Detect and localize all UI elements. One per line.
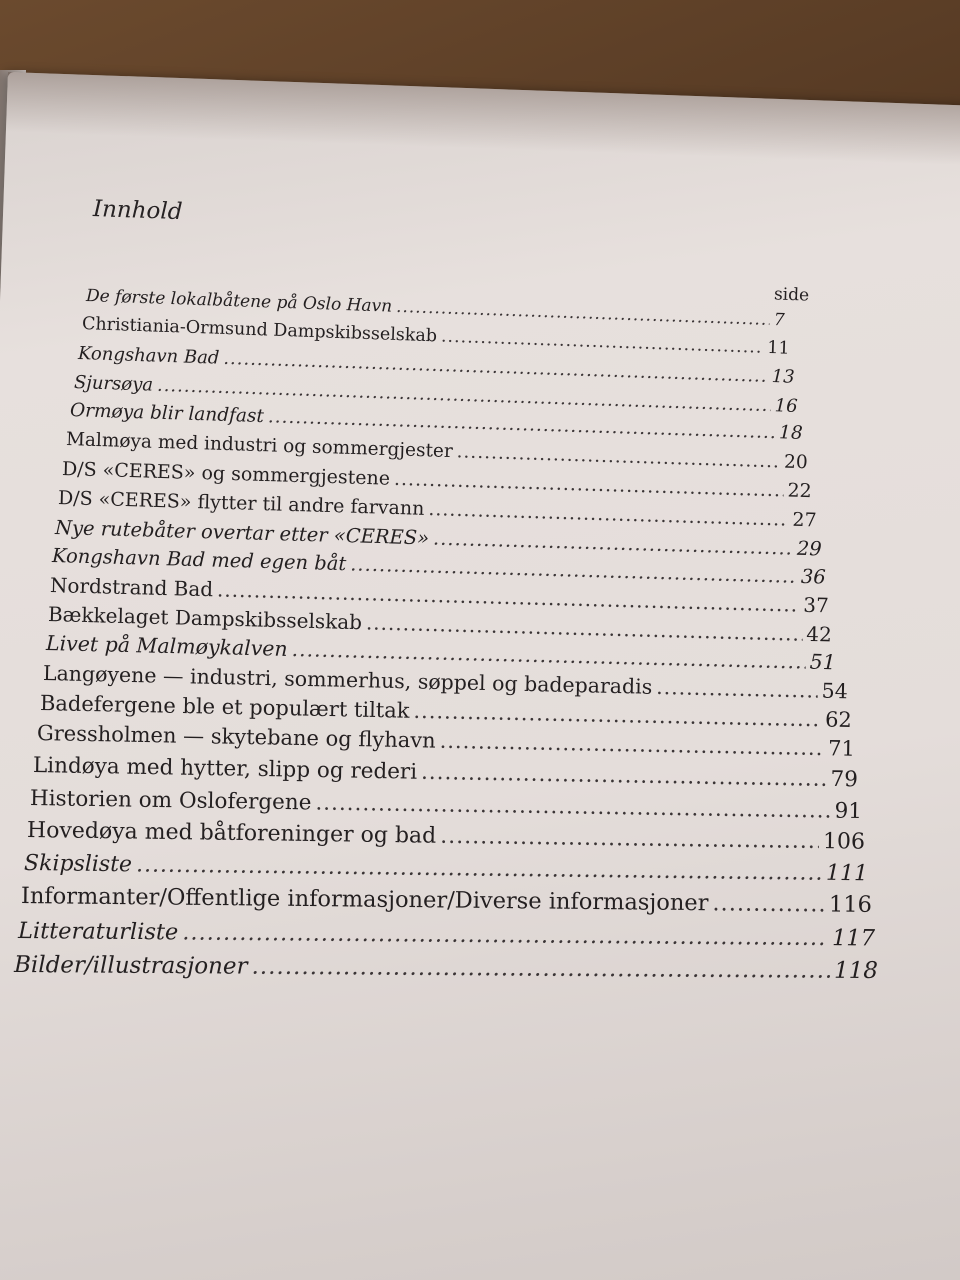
toc-entry-page: 7 <box>773 310 785 331</box>
toc-entry-page: 117 <box>831 925 876 952</box>
toc-entry-page: 16 <box>774 395 798 417</box>
toc-entry-title: Kongshavn Bad <box>77 343 220 369</box>
toc-entry-title: Skipsliste <box>23 851 133 878</box>
toc-entry-page: 20 <box>783 451 808 474</box>
toc-entry-title: Nye rutebåter overtar etter «CERES» <box>54 516 430 550</box>
toc-entry-title: Gressholmen — skytebane og flyhavn <box>36 721 436 753</box>
dot-leader <box>456 441 780 472</box>
toc-entry-page: 118 <box>833 957 879 985</box>
toc-entry-page: 116 <box>828 891 873 918</box>
dot-leader <box>421 760 827 792</box>
toc-entry-page: 111 <box>825 860 869 887</box>
dot-leader <box>182 919 828 951</box>
page-column-label: side <box>773 284 810 306</box>
dot-leader <box>396 297 770 330</box>
toc-entry-page: 37 <box>802 592 830 618</box>
toc-entry <box>27 818 865 855</box>
dot-leader <box>712 890 825 917</box>
toc-entry-page: 13 <box>771 366 795 388</box>
toc-entry-title: Christiania-Ormsund Dampskibsselskab <box>81 314 438 347</box>
toc-entry-title: Kongshavn Bad med egen båt <box>51 544 347 576</box>
toc-entry <box>24 851 868 886</box>
toc-entry <box>18 918 875 951</box>
toc-entry <box>30 786 862 824</box>
dot-leader <box>656 675 818 703</box>
toc-entry-title: Malmøya med industri og sommergjester <box>65 429 454 463</box>
toc-entry-title: Nordstrand Bad <box>49 573 214 602</box>
toc-entry-title: Historien om Oslofergene <box>29 786 312 816</box>
toc-entry-title: Bilder/illustrasjoner <box>13 952 248 980</box>
dot-leader <box>394 468 784 502</box>
toc-entry <box>21 883 872 918</box>
toc-entry-title: Hovedøya med båtforeninger og bad <box>26 818 437 849</box>
toc-entry-page: 22 <box>787 479 812 503</box>
dot-leader <box>440 824 819 854</box>
toc-entry-title: Bækkelaget Dampskibsselskab <box>47 602 363 635</box>
toc-entry-title: Litteraturliste <box>17 918 179 946</box>
toc-entry-page: 29 <box>796 536 823 561</box>
toc-entry-page: 51 <box>809 649 837 675</box>
toc-entry-page: 54 <box>821 678 849 704</box>
toc-entry-title: Informanter/Offentlige informasjoner/Diverse informasjoner <box>20 883 709 917</box>
toc-entry-page: 27 <box>792 508 817 532</box>
toc-entry-page: 71 <box>827 736 856 761</box>
toc-entry-page: 36 <box>800 564 827 589</box>
toc-entry-title: De første lokalbåtene på Oslo Havn <box>85 286 393 317</box>
dot-leader <box>428 498 789 531</box>
toc-entry-title: Ormøya blir landfast <box>69 400 265 428</box>
dot-leader <box>441 327 764 358</box>
dot-leader <box>439 729 824 760</box>
dot-leader <box>413 699 821 732</box>
toc-entry-title: Badefergene ble et populært tiltak <box>39 691 410 723</box>
toc-entry-page: 62 <box>824 707 853 733</box>
toc-entry-page: 106 <box>822 829 866 855</box>
page-title: Innhold <box>92 196 183 226</box>
dot-leader <box>433 527 793 560</box>
toc-entry <box>14 952 878 984</box>
toc-entry-title: Langøyene — industri, sommerhus, søppel og badeparadis <box>42 661 653 699</box>
toc-entry-title: Sjursøya <box>73 372 154 396</box>
dot-leader <box>315 790 831 823</box>
toc-entry-page: 42 <box>805 621 833 647</box>
toc-entry <box>33 753 858 792</box>
dot-leader <box>251 954 830 984</box>
toc-entry-title: D/S «CERES» flytter til andre farvann <box>57 487 425 520</box>
toc-entry-title: Lindøya med hytter, slipp og rederi <box>32 753 418 785</box>
toc-entry-title: Livet på Malmøykalven <box>45 631 288 661</box>
dot-leader <box>136 852 822 885</box>
toc-entry-page: 18 <box>778 422 803 445</box>
toc-entry-title: D/S «CERES» og sommergjestene <box>61 458 391 490</box>
toc-entry-page: 91 <box>834 798 863 825</box>
toc-entry-page: 11 <box>766 337 790 359</box>
toc-entry-page: 79 <box>830 766 859 793</box>
